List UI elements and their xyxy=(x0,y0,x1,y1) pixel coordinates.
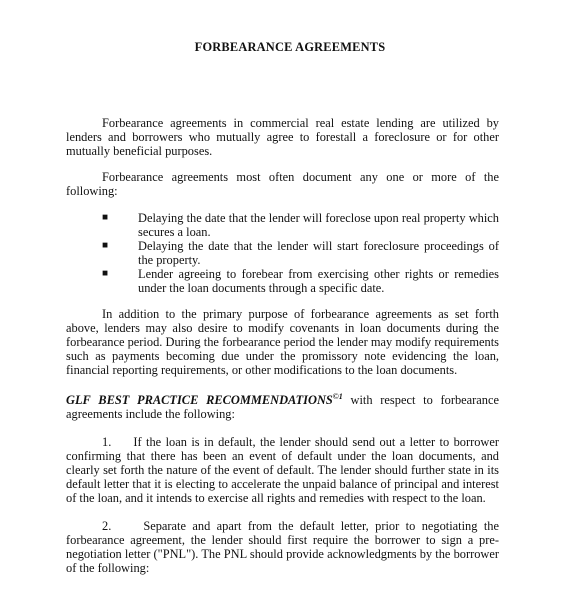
list-item xyxy=(66,267,499,295)
bullet-icon: ■ xyxy=(102,212,109,223)
glf-heading-rest: with respect to forbearance agreements include the following: xyxy=(66,393,499,421)
list-item xyxy=(66,239,499,267)
list-item-text: Delaying the date that the lender will foreclose upon real property which secures a loan. xyxy=(138,211,499,239)
bullet-icon: ■ xyxy=(102,240,109,251)
recommendation-item-1 xyxy=(66,435,499,505)
glf-heading-text: GLF BEST PRACTICE RECOMMENDATIONS xyxy=(66,393,333,407)
intro-paragraph: Forbearance agreements in commercial real estate lending are utilized by lenders and borrowers who mutually agree to forestall a foreclosure or for other mutually beneficial purposes. xyxy=(66,116,499,158)
document-title: FORBEARANCE AGREEMENTS xyxy=(194,40,386,54)
forbearance-purpose-list xyxy=(66,211,499,295)
bullet-icon: ■ xyxy=(102,268,109,279)
list-item-text: Delaying the date that the lender will start foreclosure proceedings of the property. xyxy=(138,239,499,267)
glf-heading xyxy=(66,393,343,407)
document-body xyxy=(66,116,499,575)
list-item xyxy=(66,211,499,239)
addition-paragraph: In addition to the primary purpose of forbearance agreements as set forth above, lenders may also desire to modify covenants in loan documents during the forbearance period. During the forbearance period the lender may modify requirements such as payments becoming due under the promissory note evidencing the loan, financial reporting requirements, or other modifications to the loan documents. xyxy=(66,307,499,377)
item-text: If the loan is in default, the lender should send out a letter to borrower confirming that there has been an event of default under the loan documents, and clearly set forth the nature of the event of default. The lender should further state in its default letter that it is electing to accelerate the unpaid balance of principal and interest of the loan, and it intends to exercise all rights and remedies with respect to the loan. xyxy=(66,435,499,505)
item-text: Separate and apart from the default letter, prior to negotiating the forbearance agreement, the lender should first require the borrower to sign a pre-negotiation letter ("PNL"). The PNL should provide acknowledgments by the borrower of the following: xyxy=(66,519,499,575)
recommendation-item-2 xyxy=(66,519,499,575)
glf-superscript: ©1 xyxy=(332,391,343,401)
list-intro-paragraph: Forbearance agreements most often document any one or more of the following: xyxy=(66,170,499,198)
item-number: 2. xyxy=(102,519,112,533)
list-item-text: Lender agreeing to forebear from exercising other rights or remedies under the loan documents through a specific date. xyxy=(138,267,499,295)
item-number: 1. xyxy=(102,435,112,449)
glf-recommendations-paragraph xyxy=(66,393,499,421)
